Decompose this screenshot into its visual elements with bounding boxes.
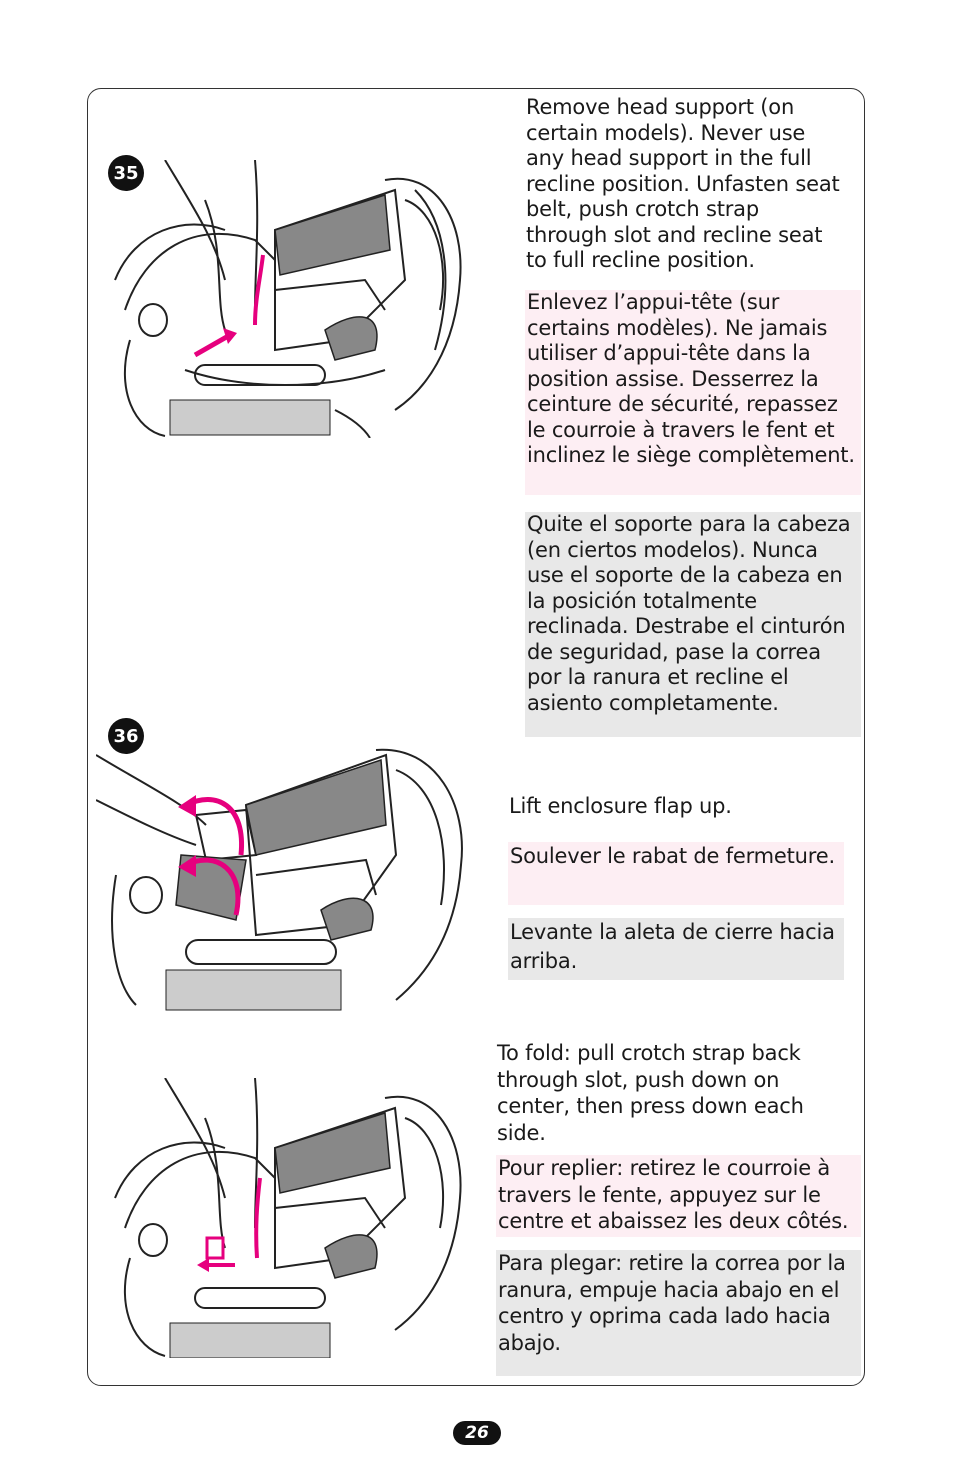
- page-number: 26: [465, 1423, 489, 1443]
- step-36-french: Soulever le rabat de fermeture.: [508, 842, 844, 905]
- step-35-english: Remove head support (on certain models). Never use any head support in the full recline position. Unfasten seat belt, push crotch strap through slot and recline seat to full recline position.: [526, 95, 840, 272]
- step-37-spanish: Para plegar: retire la correa por la ranura, empuje hacia abajo en el centro y oprima cada lado hacia abajo.: [496, 1250, 861, 1376]
- step-37-french: Pour replier: retirez le courroie à travers le fente, appuyez sur le centre et abaissez les deux côtés.: [496, 1155, 861, 1237]
- stroller-recline-illustration: [105, 160, 470, 438]
- step-35-spanish: Quite el soporte para la cabeza (en ciertos modelos). Nunca use el soporte de la cabeza en la posición totalmente reclinada. Destrabe el cinturón de seguridad, pase la correa por la ranura et recline el asiento completamente.: [525, 512, 861, 737]
- stroller-enclosure-flap-illustration: [96, 745, 468, 1013]
- step-37-english: To fold: pull crotch strap back through slot, push down on center, then press down each side.: [497, 1041, 804, 1145]
- step-36-english: Lift enclosure flap up.: [509, 794, 732, 818]
- step-36-spanish: Levante la aleta de cierre hacia arriba.: [508, 918, 844, 980]
- page-number-badge: [453, 1421, 501, 1445]
- step-number: 36: [113, 725, 139, 747]
- step-35-french: Enlevez l’appui-tête (sur certains modèles). Ne jamais utiliser d’appui-tête dans la position assise. Desserrez la ceinture de sécurité, repassez le courroie à travers le fent et inclinez le siège complètement.: [525, 290, 861, 495]
- stroller-fold-illustration: [105, 1078, 468, 1358]
- step-number: 35: [113, 162, 139, 184]
